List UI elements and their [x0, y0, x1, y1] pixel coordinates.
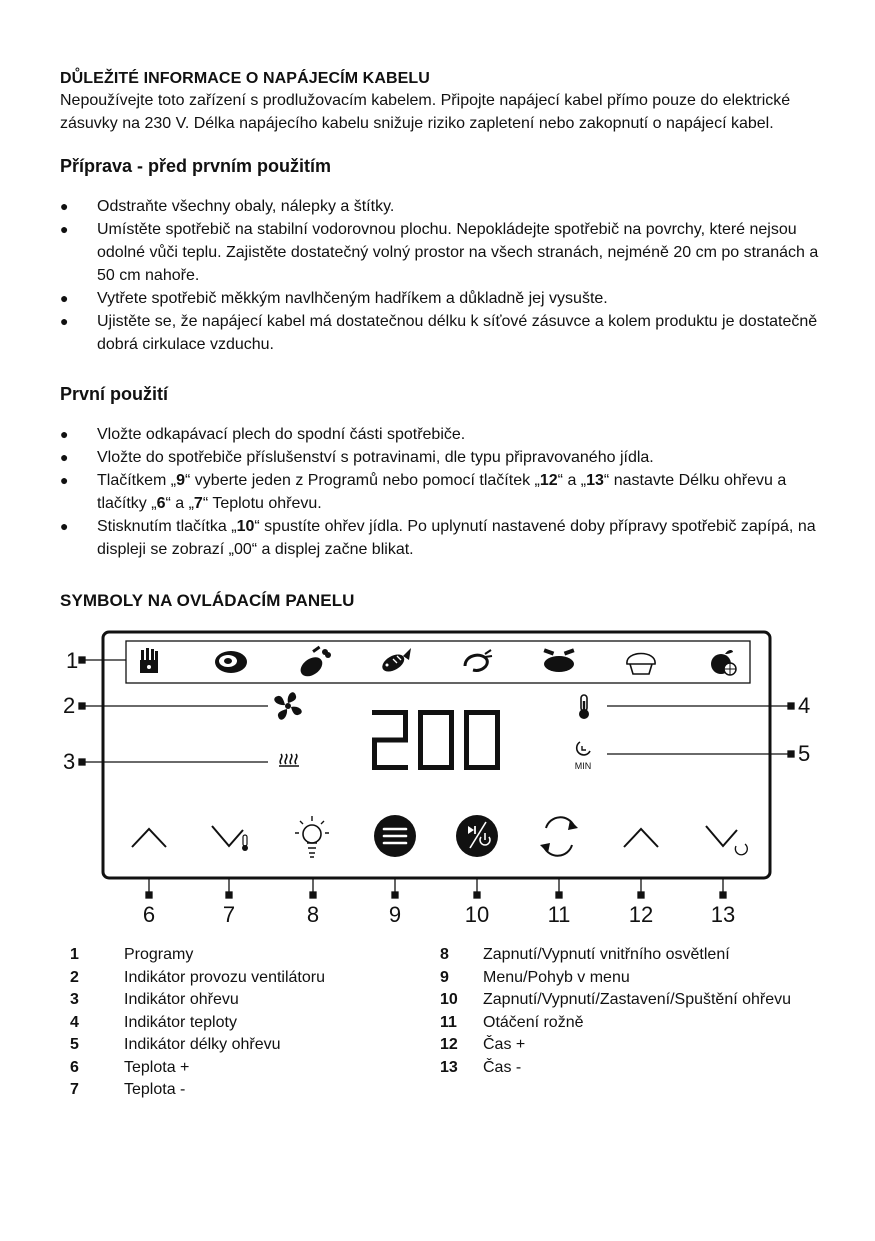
heat-icon: [279, 754, 299, 766]
bullet-icon: ●: [60, 518, 69, 534]
legend-row: 6 Teplota +: [70, 1058, 190, 1076]
bullet-icon: ●: [60, 426, 69, 442]
display-segment: [372, 710, 408, 715]
display-segment: [418, 765, 454, 770]
bullet-icon: ●: [60, 313, 69, 329]
bullet-icon: ●: [60, 290, 69, 306]
button-number-6: 6: [142, 902, 156, 927]
display-segment: [418, 710, 454, 715]
button-number-7: 7: [222, 902, 236, 927]
callout-4: 4: [798, 693, 811, 718]
cable-heading: DŮLEŽITÉ INFORMACE O NAPÁJECÍM KABELU: [60, 70, 430, 87]
callout-3: 3: [63, 749, 76, 774]
chicken-leg-icon: [297, 646, 331, 680]
legend-row: 2 Indikátor provozu ventilátoru: [70, 968, 325, 986]
button-number-8: 8: [306, 902, 320, 927]
shrimp-icon: [465, 650, 492, 670]
panel-frame: [103, 632, 770, 878]
list-item: ● Vložte do spotřebiče příslušenství s potravinami, dle typu připravovaného jídla.: [60, 446, 820, 469]
list-item: ● Tlačítkem „9“ vyberte jeden z Programů nebo pomocí tlačítek „12“ a „13“ nastavte Délku ohřevu a tlačítky „6“ a „7“ Teplotu ohřevu.: [60, 469, 820, 515]
legend-row: 11 Otáčení rožně: [440, 1013, 584, 1031]
bullet-icon: ●: [60, 198, 69, 214]
legend-row: 13 Čas -: [440, 1058, 522, 1076]
legend-row: 10 Zapnutí/Vypnutí/Zastavení/Spuštění ohřevu: [440, 991, 792, 1008]
display-segment: [464, 710, 500, 715]
time-up-button[interactable]: [624, 829, 658, 847]
display-segment: [403, 710, 408, 740]
button-number-13: 13: [710, 902, 736, 927]
legend-row: 5 Indikátor délky ohřevu: [70, 1036, 281, 1053]
legend-row: 9 Menu/Pohyb v menu: [440, 968, 630, 986]
menu-button[interactable]: [374, 815, 416, 857]
first-use-heading: První použití: [60, 384, 168, 404]
button-callouts: [146, 878, 726, 898]
legend-row: 12 Čas +: [440, 1036, 526, 1053]
roast-chicken-icon: [543, 648, 574, 672]
list-item: ● Umístěte spotřebič na stabilní vodorovnou plochu. Nepokládejte spotřebič na povrchy, které nejsou odolné vůči teplu. Zajistěte dostatečný volný prostor na všech stranách, nejméně 20 cm po stranách a 50 cm nahoře.: [60, 218, 820, 287]
button-number-10: 10: [464, 902, 490, 927]
fan-icon: [274, 692, 301, 719]
list-item: ● Ujistěte se, že napájecí kabel má dostatečnou délku k síťové zásuvce a kolem produktu je dostatečně dobrá cirkulace vzduchu.: [60, 310, 820, 356]
thermometer-small-icon: [243, 835, 247, 846]
panel-heading: SYMBOLY NA OVLÁDACÍM PANELU: [60, 591, 355, 610]
legend-row: 3 Indikátor ohřevu: [70, 991, 239, 1008]
legend-row: 1 Programy: [70, 946, 194, 963]
rotisserie-button[interactable]: [540, 817, 578, 855]
thermometer-icon: [579, 695, 589, 719]
list-item: ● Stisknutím tlačítka „10“ spustíte ohřev jídla. Po uplynutí nastavené doby přípravy spotřebič zapípá, na displeji se zobrazí „00“ a displej začne blikat.: [60, 515, 820, 561]
cable-text: Nepoužívejte toto zařízení s prodlužovacím kabelem. Připojte napájecí kabel přímo pouze do elektrické zásuvky na 230 V. Délka napájecího kabelu snižuje riziko zapletení nebo zakopnutí o napájecí kabel.: [60, 92, 791, 132]
callout-2: 2: [63, 693, 76, 718]
display-segment: [449, 710, 454, 740]
legend-row: 8 Zapnutí/Vypnutí vnitřního osvětlení: [440, 946, 730, 963]
time-down-button[interactable]: [706, 826, 747, 855]
steak-icon: [215, 651, 247, 673]
timer-icon: [577, 742, 590, 755]
legend-row: 4 Indikátor teploty: [70, 1013, 237, 1031]
callout-5: 5: [798, 741, 811, 766]
fruit-icon: [711, 650, 736, 675]
power-start-button[interactable]: [456, 815, 498, 857]
temp-down-button[interactable]: [212, 826, 248, 851]
list-item: ● Odstraňte všechny obaly, nálepky a štítky.: [60, 195, 820, 218]
display-segment: [464, 710, 469, 740]
muffin-icon: [627, 654, 655, 675]
display-segment: [464, 765, 500, 770]
light-button[interactable]: [295, 816, 329, 857]
display-digit: [372, 710, 408, 770]
display-segment: [464, 740, 469, 770]
legend-left: [70, 944, 410, 1102]
fries-icon: [140, 648, 158, 673]
legend-right: [440, 944, 840, 1079]
display-digit: [418, 710, 454, 770]
display-segment: [372, 765, 408, 770]
list-item: ● Vytřete spotřebič měkkým navlhčeným hadříkem a důkladně jej vysušte.: [60, 287, 820, 310]
button-number-9: 9: [388, 902, 402, 927]
bullet-icon: ●: [60, 221, 69, 237]
callout-1: 1: [66, 648, 79, 673]
display-digit: [464, 710, 500, 770]
bullet-icon: ●: [60, 449, 69, 465]
min-label: MIN: [574, 761, 592, 771]
fish-icon: [379, 648, 411, 675]
display-segment: [372, 738, 408, 743]
legend-row: 7 Teplota -: [70, 1081, 186, 1098]
button-number-11: 11: [547, 902, 571, 927]
timer-small-icon: [735, 844, 747, 855]
display-segment: [418, 740, 423, 770]
list-item: ● Vložte odkapávací plech do spodní části spotřebiče.: [60, 423, 820, 446]
button-number-12: 12: [628, 902, 654, 927]
bullet-icon: ●: [60, 472, 69, 488]
display-segment: [418, 710, 423, 740]
prep-heading: Příprava - před prvním použitím: [60, 156, 332, 176]
bulb-icon: [303, 825, 321, 843]
temp-up-button[interactable]: [132, 829, 166, 847]
display-segment: [495, 710, 500, 740]
digital-display: [372, 710, 500, 770]
